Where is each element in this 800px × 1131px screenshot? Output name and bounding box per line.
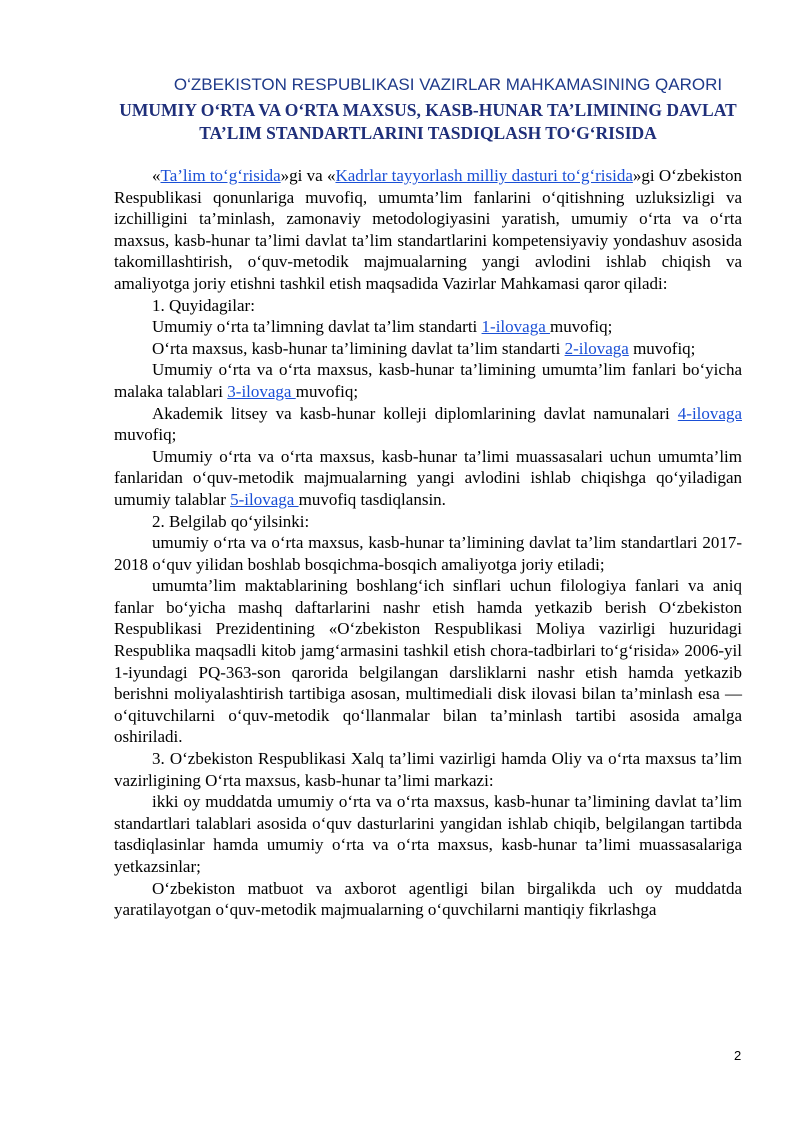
resolution-heading: O‘ZBEKISTON RESPUBLIKASI VAZIRLAR MAHKAMASINING QARORI xyxy=(173,75,723,94)
item-3-heading: 3. O‘zbekiston Respublikasi Xalq ta’limi vazirligi hamda Oliy va o‘rta maxsus ta’lim vazirligining O‘rta maxsus, kasb-hunar ta’limi markazi: xyxy=(114,749,742,790)
document-page xyxy=(114,74,742,921)
intro-paragraph: «Ta’lim to‘g‘risida»gi va «Kadrlar tayyorlash milliy dasturi to‘g‘risida»gi O‘zbekiston Respublikasi qonunlariga muvofiq, umumta’lim fanlarini o‘qitishning uzluksizligi va izchilligini ta’minlash, zamonaviy metodologiyasini yaratish, umumiy o‘rta va o‘rta maxsus, kasb-hunar ta’limi davlat ta’lim standartlarini kompetensiyaviy yondashuv asosida takomillashtirish, o‘quv-metodik majmualarning yangi avlodini ishlab chiqish va amaliyotga joriy etishni tashkil etish maqsadida Vazirlar Mahkamasi qaror qiladi: xyxy=(114,166,742,293)
page-number: 2 xyxy=(734,1048,742,1063)
document-body xyxy=(114,165,742,921)
document-title: UMUMIY O‘RTA VA O‘RTA MAXSUS, KASB-HUNAR TA’LIMINING DAVLAT TA’LIM STANDARTLARINI TASDIQLASH TO‘G‘RISIDA xyxy=(119,100,737,143)
item-3-paragraph-a: ikki oy muddatda umumiy o‘rta va o‘rta maxsus, kasb-hunar ta’limining davlat ta’lim standartlari talablari asosida o‘quv dasturlarini yangidan ishlab chiqib, belgilangan tartibda tasdiqlasinlar hamda umumiy o‘rta va o‘rta maxsus, kasb-hunar ta’limi muassasalariga yetkazsinlar; xyxy=(114,792,742,876)
annex-3-link[interactable]: 3-ilovaga xyxy=(227,381,296,401)
item-1-annex-2: O‘rta maxsus, kasb-hunar ta’limining davlat ta’lim standarti 2-ilovaga muvofiq; xyxy=(152,338,696,358)
item-1-annex-4: Akademik litsey va kasb-hunar kolleji diplomlarining davlat namunalari 4-ilovaga muvofiq; xyxy=(114,403,742,445)
item-2-heading: 2. Belgilab qo‘yilsinki: xyxy=(152,511,310,531)
annex-5-link[interactable]: 5-ilovaga xyxy=(230,489,299,509)
item-1-annex-1: Umumiy o‘rta ta’limning davlat ta’lim standarti 1-ilovaga muvofiq; xyxy=(152,317,613,337)
annex-1-link[interactable]: 1-ilovaga xyxy=(481,317,550,337)
item-1-heading: 1. Quyidagilar: xyxy=(152,295,255,315)
item-1-annex-3: Umumiy o‘rta va o‘rta maxsus, kasb-hunar ta’limining umumta’lim fanlari bo‘yicha malaka talablari 3-ilovaga muvofiq; xyxy=(114,360,742,401)
law-link-personnel-training[interactable]: Kadrlar tayyorlash milliy dasturi to‘g‘risida xyxy=(335,166,633,185)
law-link-education[interactable]: Ta’lim to‘g‘risida xyxy=(160,166,281,185)
item-2-paragraph-a: umumiy o‘rta va o‘rta maxsus, kasb-hunar ta’limining davlat ta’lim standartlari 2017-2018 o‘quv yilidan boshlab bosqichma-bosqich amaliyotga joriy etiladi; xyxy=(114,533,742,574)
annex-4-link[interactable]: 4-ilovaga xyxy=(677,403,742,423)
item-1-annex-5: Umumiy o‘rta va o‘rta maxsus, kasb-hunar ta’limi muassasalari uchun umumta’lim fanlaridan o‘quv-metodik majmualarning yangi avlodini ishlab chiqishga qo‘yiladigan umumiy talablar 5-ilovaga muvofiq tasdiqlansin. xyxy=(114,446,742,509)
annex-2-link[interactable]: 2-ilovaga xyxy=(564,338,629,358)
item-3-paragraph-b: O‘zbekiston matbuot va axborot agentligi bilan birgalikda uch oy muddatda yaratilayotgan o‘quv-metodik majmualarning o‘quvchilarni mantiqiy fikrlashga xyxy=(114,878,742,920)
item-2-paragraph-b: umumta’lim maktablarining boshlang‘ich sinflari uchun filologiya fanlari va aniq fanlar bo‘yicha mashq daftarlarini nashr etish hamda yetkazib berish O‘zbekiston Respublikasi Prezidentining «O‘zbekiston Respublikasi Moliya vazirligi huzuridagi Respublika maqsadli kitob jamg‘armasini tashkil etish chora-tadbirlari to‘g‘risida» 2006-yil 1-iyundagi PQ-363-son qarorida belgilangan darsliklarni nashr etish hamda yetkazib berishni moliyalashtirish tartibiga asosan, multimediali disk ilovasi bilan ta’minlash esa — o‘qituvchilarni o‘quv-metodik qo‘llanmalar bilan ta’minlash tartibi asosida amalga oshiriladi. xyxy=(114,576,742,747)
